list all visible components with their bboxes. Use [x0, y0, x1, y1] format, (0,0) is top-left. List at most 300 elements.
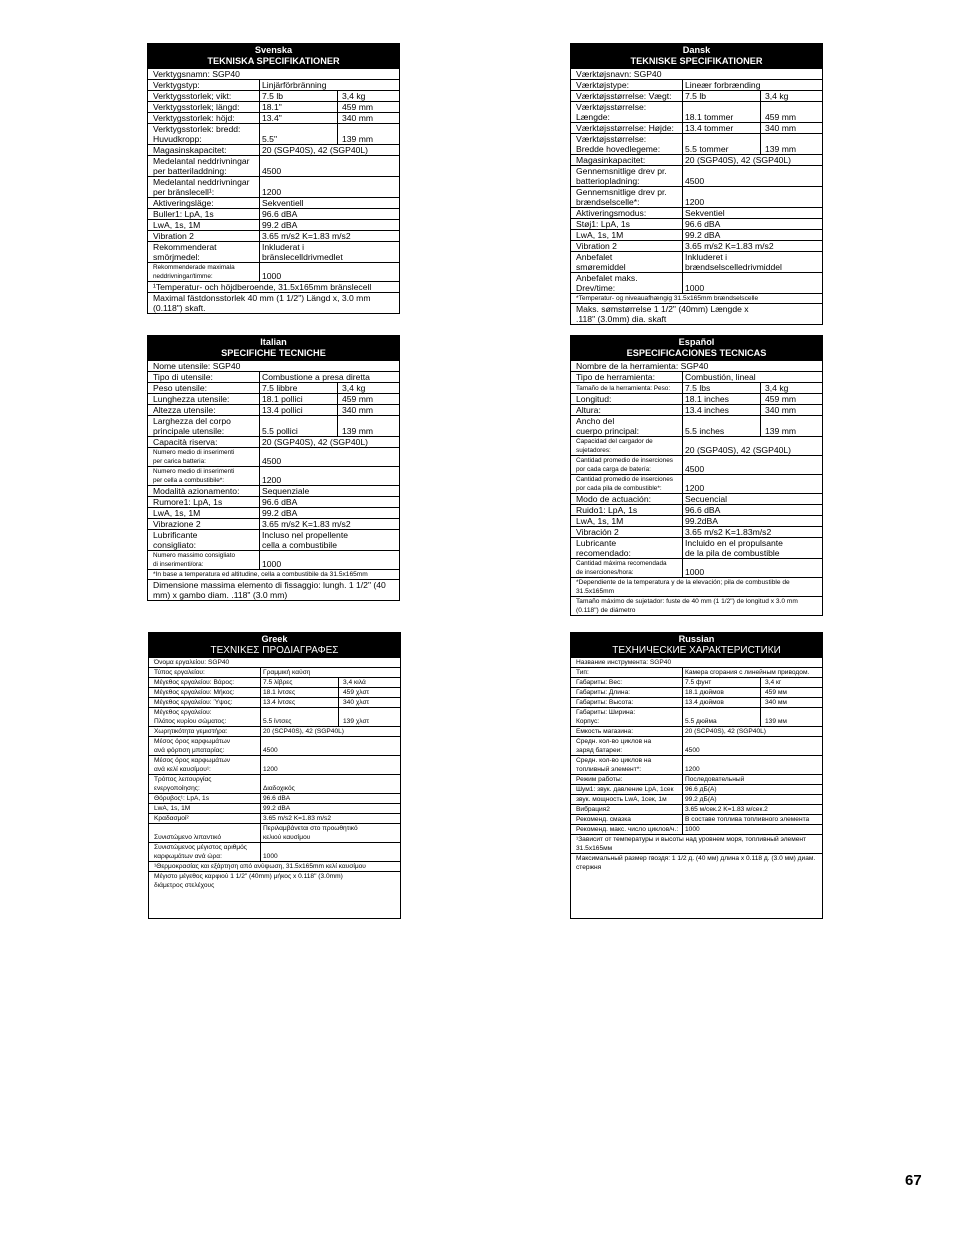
spec-label: Medelantal neddrivningar per batteriladdning: [148, 156, 260, 176]
spec-label: Numero massimo consigliato di inserimenti/ora: [148, 551, 260, 569]
spec-row [571, 436, 822, 455]
spec-value: 1000 [685, 826, 700, 833]
spec-label: Aktiveringsläge: [148, 198, 260, 208]
spec-row [148, 241, 399, 262]
spec-value: 99.2 dBA [685, 230, 721, 240]
spec-label: Værktøjsstørrelse: Længde: [571, 102, 683, 122]
spec-row [149, 736, 400, 755]
spec-row [571, 69, 822, 79]
spec-value: 20 (SGP40S), 42 (SGP40L) [262, 437, 369, 447]
spec-body [571, 69, 822, 324]
spec-row [571, 784, 822, 794]
spec-value-imperial: 5.5 inches [683, 416, 761, 436]
spec-row [571, 596, 822, 615]
spec-header [148, 44, 399, 69]
spec-value-imperial: 13.4 pollici [260, 405, 338, 415]
spec-label: Рекоменд. смазка [571, 815, 683, 824]
spec-row [571, 207, 822, 218]
spec-row [148, 569, 399, 579]
spec-row [571, 382, 822, 393]
spec-row [571, 361, 822, 371]
spec-title: SPECIFICHE TECNICHE [221, 348, 326, 358]
spec-table-greek [148, 632, 401, 919]
spec-row [571, 165, 822, 186]
spec-label: звук. мощность LwA, 1сек, 1м [571, 795, 683, 804]
spec-value: 4500 [262, 166, 282, 176]
spec-label: Μέσος όρος καρφωμάτων ανά φόρτιση μπαταρίας: [149, 737, 261, 755]
spec-row [571, 493, 822, 504]
spec-note: Nome utensile: SGP40 [153, 361, 241, 371]
spec-row [571, 697, 822, 707]
spec-value: 96.6 dBA [685, 219, 721, 229]
spec-label: Capacità riserva: [148, 437, 260, 447]
spec-label: Medelantal neddrivningar per bränslecell¹: [148, 177, 260, 197]
spec-label: Buller1: LpA, 1s [148, 209, 260, 219]
spec-row [148, 197, 399, 208]
spec-value-metric: 459 мм [765, 689, 787, 696]
spec-row [148, 436, 399, 447]
spec-value-imperial: 18.1 tommer [683, 102, 761, 122]
spec-note: Όνομα εργαλείου: SGP40 [154, 659, 230, 666]
spec-value-imperial: 5.5 ίντσες [261, 708, 339, 726]
spec-row [149, 774, 400, 793]
spec-row [149, 813, 400, 823]
spec-row [148, 518, 399, 529]
spec-body [148, 69, 399, 313]
spec-row [149, 658, 400, 667]
spec-value: 4500 [685, 176, 705, 186]
spec-note: Værktøjsnavn: SGP40 [576, 69, 662, 79]
spec-value: 99.2dBA [685, 516, 718, 526]
spec-value: Incluido en el propulsante de la pila de combustible [685, 538, 783, 558]
spec-value-metric: 3,4 kg [342, 91, 366, 101]
spec-row [148, 155, 399, 176]
spec-value: 1200 [685, 483, 705, 493]
spec-label: Magasinkapacitet: [571, 155, 683, 165]
spec-value: 96.6 dBA [262, 209, 298, 219]
spec-row [571, 726, 822, 736]
spec-row [148, 262, 399, 281]
spec-value-imperial: 13.4" [260, 113, 338, 123]
spec-note: *Temperatur- og niveauafhængig 31.5x165mm brændselscelle [576, 295, 759, 302]
spec-label: Magasinskapacitet: [148, 145, 260, 155]
spec-row [571, 834, 822, 853]
spec-note: Maximal fästdonsstorlek 40 mm (1 1/2") Längd x, 3.0 mm (0.118") skaft. [153, 293, 371, 313]
spec-row [148, 90, 399, 101]
spec-value: 3.65 м/сек.2 K=1.83 м/сек.2 [685, 806, 768, 813]
spec-label: LwA, 1s, 1M [148, 220, 260, 230]
spec-value-metric: 3,4 kg [342, 383, 366, 393]
spec-row [571, 814, 822, 824]
spec-label: Συνιστώμενο λιπαντικό [149, 824, 261, 842]
spec-value-metric: 340 mm [765, 405, 797, 415]
spec-label: Gennemsnitlige drev pr. batteriopladning: [571, 166, 683, 186]
spec-label: Тип: [571, 668, 683, 677]
spec-label: Altura: [571, 405, 683, 415]
spec-label: LwA, 1s, 1M [148, 508, 260, 518]
spec-value: 96.6 дБ(А) [685, 786, 717, 793]
spec-language: Español [678, 337, 715, 347]
spec-row [148, 69, 399, 79]
spec-row [571, 515, 822, 526]
spec-label: LwA, 1s, 1M [571, 516, 683, 526]
spec-header [571, 44, 822, 69]
spec-value-imperial: 18.1 inches [683, 394, 761, 404]
spec-label: Μέγεθος εργαλείου: Ύψος: [149, 698, 261, 707]
spec-label: Capacidad del cargador de sujetadores: [571, 437, 683, 455]
spec-label: Ancho del cuerpo principal: [571, 416, 683, 436]
spec-value-metric: 139 χλστ [343, 718, 370, 725]
spec-table-espanol [570, 335, 823, 616]
spec-value-metric: 340 mm [342, 113, 374, 123]
spec-label: Verktygsstorlek; vikt: [148, 91, 260, 101]
spec-value: 1200 [685, 197, 705, 207]
spec-value-imperial: 18.1 pollici [260, 394, 338, 404]
spec-value: Inkluderet i brændselscelledrivmiddel [685, 252, 782, 272]
spec-note: *Dependiente de la temperatura y de la elevación; pila de combustible de 31.5x165mm [576, 579, 790, 595]
spec-row [148, 550, 399, 569]
spec-value: 4500 [263, 747, 278, 754]
spec-note: Verktygsnamn: SGP40 [153, 69, 240, 79]
spec-value: 20 (SGP40S), 42 (SGP40L) [685, 155, 792, 165]
spec-row [571, 122, 822, 133]
spec-value-metric: 340 χλστ [343, 699, 370, 706]
spec-row [571, 755, 822, 774]
spec-note: Название инструмента: SGP40 [576, 659, 672, 666]
spec-label: Lubrificante consigliato: [148, 530, 260, 550]
spec-value-metric: 3,4 кг [765, 679, 782, 686]
spec-row [149, 871, 400, 890]
spec-label: Verktygsstorlek; längd: [148, 102, 260, 112]
spec-row [149, 677, 400, 687]
spec-label: Rekommenderade maximala neddrivningar/timme: [148, 263, 260, 281]
spec-row [571, 101, 822, 122]
spec-row [571, 853, 822, 872]
spec-row [149, 697, 400, 707]
spec-row [148, 230, 399, 241]
spec-label: Ruido1: LpA, 1s [571, 505, 683, 515]
spec-row [149, 861, 400, 871]
spec-row [149, 726, 400, 736]
spec-row [571, 707, 822, 726]
spec-value: 96.6 dBA [263, 795, 291, 802]
spec-value: 1000 [685, 283, 705, 293]
spec-value-imperial: 7.5 lbs [683, 383, 761, 393]
spec-value-imperial: 18.1 ίντσες [261, 688, 339, 697]
spec-value: 1200 [262, 187, 282, 197]
spec-row [148, 361, 399, 371]
spec-label: Габариты: Высота: [571, 698, 683, 707]
spec-row [571, 371, 822, 382]
spec-row [148, 101, 399, 112]
spec-row [571, 677, 822, 687]
spec-label: Longitud: [571, 394, 683, 404]
spec-value: Incluso nel propellente cella a combustibile [262, 530, 348, 550]
spec-row [148, 144, 399, 155]
spec-value: 3.65 m/s2 K=1.83 m/s2 [262, 519, 351, 529]
spec-value-imperial: 13.4 tommer [683, 123, 761, 133]
spec-language: Dansk [682, 45, 711, 55]
spec-row [571, 79, 822, 90]
spec-row [571, 154, 822, 165]
spec-value: Διαδοχικός [263, 785, 295, 792]
spec-note: Dimensione massima elemento di fissaggio: lungh. 1 1/2" (40 mm) x gambo diam. .118" (3.0 mm) [153, 580, 386, 600]
spec-row [149, 687, 400, 697]
spec-row [571, 272, 822, 293]
spec-title: ΤΕΧΝΙΚΕΣ ΠΡΟΔΙΑΓΡΑΦΕΣ [210, 645, 339, 656]
spec-row [148, 112, 399, 123]
spec-label: Vibración 2 [571, 527, 683, 537]
spec-row [149, 755, 400, 774]
spec-value: В составе топлива топливного элемента [685, 816, 810, 823]
spec-label: LwA, 1s, 1M [571, 230, 683, 240]
spec-header [571, 336, 822, 361]
spec-label: Режим работы: [571, 775, 683, 784]
spec-label: Aktiveringsmodus: [571, 208, 683, 218]
spec-row [149, 793, 400, 803]
spec-row [571, 404, 822, 415]
spec-value-metric: 459 mm [765, 394, 797, 404]
spec-value-imperial: 7.5 фунт [683, 678, 761, 687]
spec-value-metric: 139 мм [765, 718, 787, 725]
spec-value: 96.6 dBA [685, 505, 721, 515]
spec-label: Cantidad promedio de inserciones por cada carga de batería: [571, 456, 683, 474]
spec-label: Θόρυβος¹: LpA, 1s [149, 794, 261, 803]
spec-header [571, 633, 822, 658]
spec-label: Габариты: Длина: [571, 688, 683, 697]
spec-value-metric: 459 χλστ [343, 689, 370, 696]
spec-label: Cantidad promedio de inserciones por cada pila de combustible*: [571, 475, 683, 493]
spec-note: Nombre de la herramienta: SGP40 [576, 361, 709, 371]
spec-value: Combustione a presa diretta [262, 372, 370, 382]
spec-title: ESPECIFICACIONES TECNICAS [626, 348, 767, 358]
spec-row [571, 393, 822, 404]
spec-row [571, 474, 822, 493]
spec-value-metric: 3,4 kg [765, 91, 789, 101]
spec-row [148, 176, 399, 197]
spec-title: ТЕХНИЧЕСКИЕ ХАРАКТЕРИСТИКИ [612, 645, 781, 656]
spec-value: 1200 [263, 766, 278, 773]
spec-value-metric: 459 mm [342, 394, 374, 404]
spec-row [148, 219, 399, 230]
spec-value: Sekventiell [262, 198, 304, 208]
spec-row [149, 667, 400, 677]
spec-value-metric: 139 mm [342, 134, 374, 144]
spec-value-imperial: 7.5 λίβρες [261, 678, 339, 687]
spec-note: Μέγιστο μέγεθος καρφιού 1 1/2" (40mm) μήκος x 0.118" (3.0mm) διάμετρος στελέχους [154, 873, 343, 889]
spec-label: Vibration 2 [148, 231, 260, 241]
spec-row [148, 371, 399, 382]
spec-row [148, 466, 399, 485]
spec-label: Средн. кол-во циклов на заряд батареи: [571, 737, 683, 755]
spec-label: Средн. кол-во циклов на топливный элемент*: [571, 756, 683, 774]
spec-value-metric: 139 mm [342, 426, 374, 436]
spec-row [571, 558, 822, 577]
spec-label: Τρόπος λειτουργίας ενεργοποίησης: [149, 775, 261, 793]
spec-label: Tipo de herramienta: [571, 372, 683, 382]
spec-note: Maks. sømstørrelse 1 1/2" (40mm) Længde x .118" (3.0mm) dia. skaft [576, 304, 749, 324]
spec-value: Secuencial [685, 494, 728, 504]
spec-label: Χωρητικότητα γεμιστήρα: [149, 727, 261, 736]
spec-body [148, 361, 399, 600]
spec-row [148, 485, 399, 496]
spec-row [148, 292, 399, 313]
spec-label: Lunghezza utensile: [148, 394, 260, 404]
spec-label: Lubricante recomendado: [571, 538, 683, 558]
spec-value-imperial: 18.1 дюймов [683, 688, 761, 697]
spec-row [148, 447, 399, 466]
spec-label: Verktygsstorlek: bredd: Huvudkropp: [148, 124, 260, 144]
spec-row [149, 842, 400, 861]
spec-label: Габариты: Вес: [571, 678, 683, 687]
spec-row [148, 496, 399, 507]
page-number: 67 [905, 1172, 922, 1189]
spec-value: 3.65 m/s2 K=1.83 m/s2 [262, 231, 351, 241]
spec-body [571, 361, 822, 615]
spec-row [571, 218, 822, 229]
spec-value: 1200 [262, 475, 282, 485]
spec-label: Κραδασμοί² [149, 814, 261, 823]
spec-table-russian [570, 632, 823, 919]
spec-value: 99.2 дБ(А) [685, 796, 717, 803]
spec-label: Μέγεθος εργαλείου: Βάρος: [149, 678, 261, 687]
spec-row [571, 240, 822, 251]
spec-value: 3.65 m/s2 K=1.83 m/s2 [685, 241, 774, 251]
spec-table-svenska [147, 43, 400, 314]
spec-value-imperial: 5.5 pollici [260, 416, 338, 436]
spec-label: Вибрация2 [571, 805, 683, 814]
spec-value: 20 (SGP40S), 42 (SGP40L) [262, 145, 369, 155]
spec-value: Inkluderat i bränslecelldrivmedlet [262, 242, 343, 262]
spec-value-imperial: 18.1" [260, 102, 338, 112]
spec-value-metric: 459 mm [765, 112, 797, 122]
spec-table-dansk [570, 43, 823, 325]
spec-value-metric: 139 mm [765, 426, 797, 436]
spec-row [571, 415, 822, 436]
spec-row [571, 504, 822, 515]
spec-row [148, 393, 399, 404]
spec-value: Lineær forbrænding [685, 80, 761, 90]
spec-row [571, 794, 822, 804]
spec-value: Sequenziale [262, 486, 310, 496]
spec-label: Vibrazione 2 [148, 519, 260, 529]
spec-value: 3.65 m/s2 K=1.83m/s2 [685, 527, 772, 537]
spec-value: 1200 [685, 766, 700, 773]
spec-row [571, 293, 822, 303]
spec-label: Modalità azionamento: [148, 486, 260, 496]
spec-label: Gennemsnitlige drev pr. brændselscelle*: [571, 187, 683, 207]
spec-value-imperial: 7.5 libbre [260, 383, 338, 393]
spec-row [571, 804, 822, 814]
spec-value-imperial: 7.5 lb [260, 91, 338, 101]
spec-value-metric: 340 мм [765, 699, 787, 706]
spec-note: Tamaño máximo de sujetador: fuste de 40 mm (1 1/2") de longitud x 3.0 mm (0.118") de diámetro [576, 598, 798, 614]
spec-value-imperial: 13.4 дюймов [683, 698, 761, 707]
spec-label: Verktygsstorlek: höjd: [148, 113, 260, 123]
spec-language: Greek [261, 634, 288, 644]
spec-row [571, 186, 822, 207]
spec-label: Συνιστώμενος μέγιστος αριθμός καρφωμάτων ανά ώρα: [149, 843, 261, 861]
spec-value: Linjärförbränning [262, 80, 327, 90]
spec-value: 99.2 dBA [262, 220, 298, 230]
spec-header [148, 336, 399, 361]
spec-value-imperial: 13.4 ίντσες [261, 698, 339, 707]
spec-label: Τύπος εργαλείου: [149, 668, 261, 677]
spec-language: Russian [678, 634, 715, 644]
spec-row [571, 687, 822, 697]
spec-label: Рекоменд. макс. число циклов/ч.: [571, 825, 683, 834]
spec-note: ¹Θερμοκρασίας και εξάρτηση από ανύψωση, 31.5x165mm κελί καυσίμου [154, 863, 366, 870]
spec-value-metric: 139 mm [765, 144, 797, 154]
spec-row [571, 667, 822, 677]
spec-label: Støj1: LpA, 1s [571, 219, 683, 229]
spec-label: Værktøjsstørrelse: Højde: [571, 123, 683, 133]
spec-value: Камера сгорания с линейным приводом. [685, 669, 810, 676]
spec-value-imperial: 5.5 дюйма [683, 708, 761, 726]
spec-note: ¹Temperatur- och höjdberoende, 31.5x165mm bränslecell [153, 282, 372, 292]
spec-header [149, 633, 400, 658]
spec-value: 4500 [685, 464, 705, 474]
spec-label: Altezza utensile: [148, 405, 260, 415]
spec-label: Rekommenderat smörjmedel: [148, 242, 260, 262]
spec-row [571, 303, 822, 324]
spec-note: *In base a temperatura ed altitudine, cella a combustibile da 31.5x165mm [153, 571, 368, 578]
spec-row [148, 79, 399, 90]
spec-value: 1000 [685, 567, 705, 577]
spec-row [571, 537, 822, 558]
spec-row [571, 251, 822, 272]
spec-value-metric: 340 mm [765, 123, 797, 133]
spec-value-metric: 3,4 kg [765, 383, 789, 393]
spec-value: 1000 [262, 559, 282, 569]
spec-label: Anbefalet smøremiddel [571, 252, 683, 272]
spec-value-metric: 3,4 κιλά [343, 679, 366, 686]
spec-row [148, 579, 399, 600]
spec-row [148, 529, 399, 550]
spec-label: Værktøjsstørrelse: Vægt: [571, 91, 683, 101]
spec-value-imperial: 5.5 tommer [683, 134, 761, 154]
spec-label: Tipo di utensile: [148, 372, 260, 382]
spec-value: 1000 [263, 853, 278, 860]
spec-row [148, 281, 399, 292]
spec-value: 1000 [262, 271, 282, 281]
spec-value: Γραμμική καύση [263, 669, 311, 676]
spec-language: Italian [260, 337, 287, 347]
spec-label: Modo de actuación: [571, 494, 683, 504]
spec-note: ¹Зависит от температуры и высоты над уровнем моря, топливный элемент 31.5x165мм [576, 836, 807, 852]
spec-label: Шум1: звук. давление LpA, 1сек [571, 785, 683, 794]
spec-row [571, 526, 822, 537]
spec-value: 4500 [685, 747, 700, 754]
spec-label: Tamaño de la herramienta: Peso: [571, 383, 683, 393]
spec-row [149, 803, 400, 813]
spec-label: Værktøjstype: [571, 80, 683, 90]
spec-row [571, 774, 822, 784]
spec-title: TEKNISKA SPECIFIKATIONER [207, 56, 340, 66]
spec-body [571, 658, 822, 872]
spec-label: Rumore1: LpA, 1s [148, 497, 260, 507]
spec-row [148, 208, 399, 219]
spec-note: Максимальный размер гвоздя: 1 1/2 д. (40 мм) длина x 0.118 д. (3.0 мм) диам. стержня [576, 855, 816, 871]
spec-value-imperial: 13.4 inches [683, 405, 761, 415]
spec-value: Περιλαμβάνεται στο προωθητικό κελιού καυσίμου [263, 825, 358, 841]
spec-label: LwA, 1s, 1M [149, 804, 261, 813]
spec-row [571, 577, 822, 596]
spec-label: Numero medio di inserimenti per carica batteria: [148, 448, 260, 466]
spec-language: Svenska [254, 45, 293, 55]
spec-row [571, 824, 822, 834]
spec-value-imperial: 7.5 lb [683, 91, 761, 101]
